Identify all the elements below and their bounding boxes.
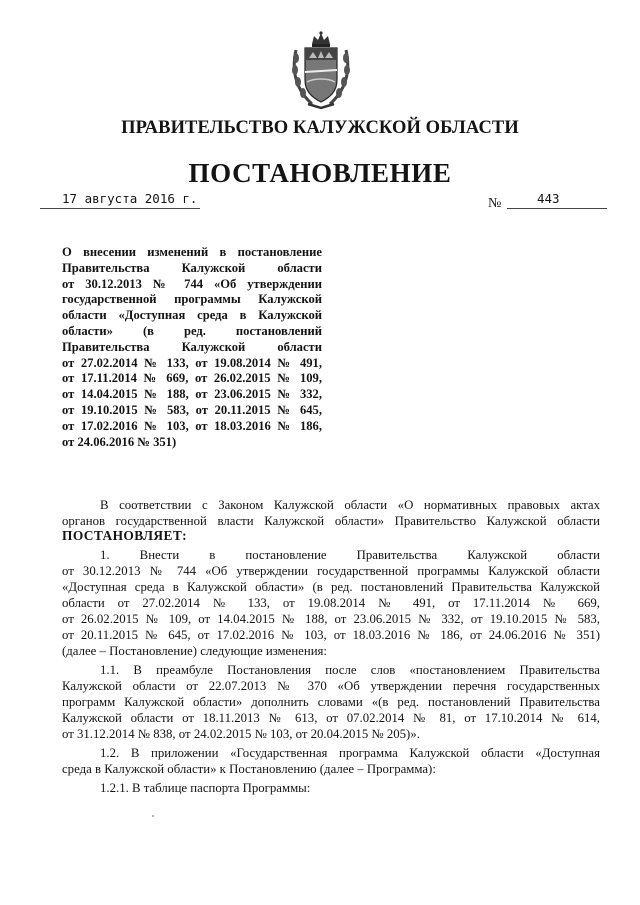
body-line: среда в Калужской области» к Постановлению (далее – Программа): bbox=[62, 762, 436, 776]
body-line: области от 27.02.2014 № 133, от 19.08.2014 № 491, от 17.11.2014 № 669, bbox=[62, 596, 600, 610]
subject-line: государственной программы Калужской bbox=[62, 292, 322, 307]
body-line: 1.1. В преамбуле Постановления после слов «постановлением Правительства bbox=[100, 663, 600, 677]
document-date: 17 августа 2016 г. bbox=[62, 191, 198, 206]
document-type-title: ПОСТАНОВЛЕНИЕ bbox=[188, 158, 452, 188]
document-number: 443 bbox=[537, 191, 560, 206]
body-line: (далее – Постановление) следующие изменения: bbox=[62, 644, 327, 658]
subject-line: от 30.12.2013 № 744 «Об утверждении bbox=[62, 276, 322, 291]
body-line: программ Калужской области» дополнить словами «(в ред. постановлений Правительства bbox=[62, 695, 600, 709]
body-line: Калужской области от 22.07.2013 № 370 «Об утверждении перечня государственных bbox=[62, 679, 600, 693]
body-line: от 20.11.2015 № 645, от 17.02.2016 № 103, от 18.03.2016 № 186, от 24.06.2016 № 351) bbox=[62, 628, 600, 642]
subject-line: от 14.04.2015 № 188, от 23.06.2015 № 332, bbox=[62, 387, 322, 402]
body-line: «Доступная среда в Калужской области» (в ред. постановлений Правительства Калужской bbox=[62, 580, 600, 594]
subject-line: от 27.02.2014 № 133, от 19.08.2014 № 491, bbox=[62, 355, 322, 370]
body-line: органов государственной власти Калужской области» Правительство Калужской области bbox=[62, 514, 600, 528]
body-line: 1.2. В приложении «Государственная программа Калужской области «Доступная bbox=[100, 746, 600, 760]
document-subject bbox=[62, 245, 322, 450]
subject-line: от 17.02.2016 № 103, от 18.03.2016 № 186, bbox=[62, 418, 322, 433]
subject-line: Правительства Калужской области bbox=[62, 339, 322, 354]
body-line: от 31.12.2014 № 838, от 24.02.2015 № 103, от 20.04.2015 № 205)». bbox=[62, 727, 420, 741]
decree-keyword: ПОСТАНОВЛЯЕТ: bbox=[62, 528, 188, 543]
subject-line: области «Доступная среда в Калужской bbox=[62, 308, 322, 323]
scan-speck bbox=[152, 815, 154, 817]
coat-of-arms-emblem bbox=[290, 30, 352, 110]
body-line: от 26.02.2015 № 109, от 14.04.2015 № 188, от 23.06.2015 № 332, от 19.10.2015 № 583, bbox=[62, 612, 600, 626]
date-underline bbox=[40, 208, 200, 209]
subject-line: от 19.10.2015 № 583, от 20.11.2015 № 645, bbox=[62, 402, 322, 417]
subject-line: от 24.06.2016 № 351) bbox=[62, 434, 177, 449]
number-sign: № bbox=[488, 196, 502, 211]
subject-line: О внесении изменений в постановление bbox=[62, 245, 322, 259]
body-line: Калужской области от 18.11.2013 № 613, от 07.02.2014 № 81, от 17.10.2014 № 614, bbox=[62, 711, 600, 725]
number-underline bbox=[507, 208, 607, 209]
organization-title: ПРАВИТЕЛЬСТВО КАЛУЖСКОЙ ОБЛАСТИ bbox=[121, 118, 519, 138]
body-line: 1.2.1. В таблице паспорта Программы: bbox=[100, 781, 311, 795]
body-line: В соответствии с Законом Калужской области «О нормативных правовых актах bbox=[100, 498, 600, 512]
subject-line: Правительства Калужской области bbox=[62, 260, 322, 275]
subject-line: от 17.11.2014 № 669, от 26.02.2015 № 109, bbox=[62, 371, 322, 386]
body-line: 1. Внести в постановление Правительства Калужской области bbox=[100, 548, 600, 562]
subject-line: области» (в ред. постановлений bbox=[62, 323, 322, 338]
body-line: от 30.12.2013 № 744 «Об утверждении государственной программы Калужской области bbox=[62, 564, 600, 578]
